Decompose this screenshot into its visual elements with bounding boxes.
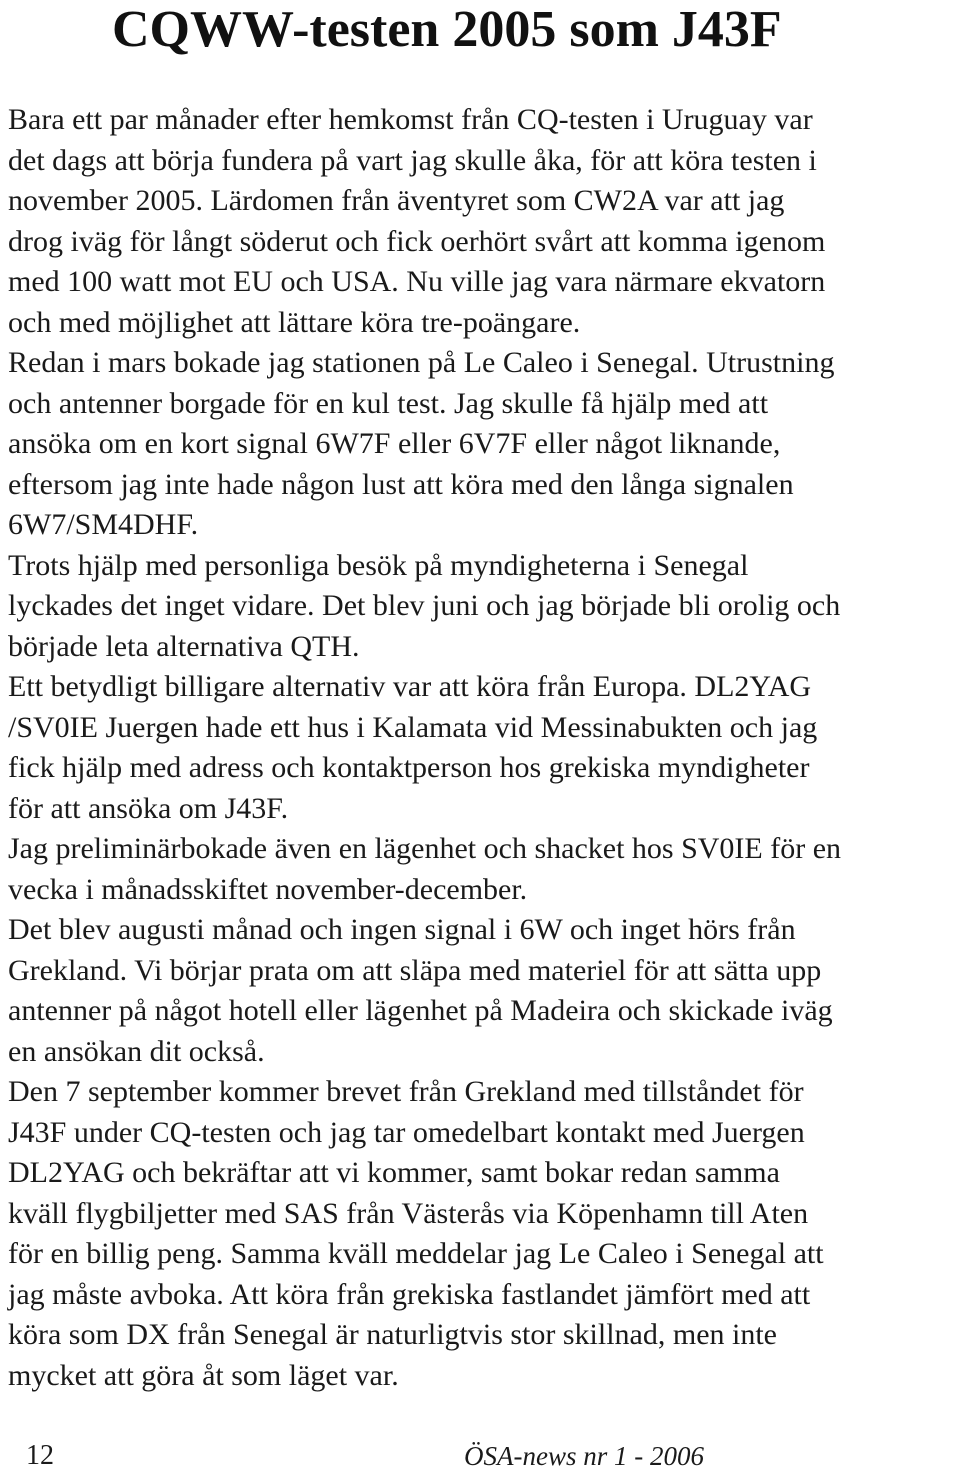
article-body [8,100,960,1396]
body-line: drog iväg för långt söderut och fick oerhört svårt att komma igenom [8,224,826,258]
body-line: november 2005. Lärdomen från äventyret som CW2A var att jag [8,184,785,217]
body-line: för en billig peng. Samma kväll meddelar jag Le Caleo i Senegal att [8,1237,824,1270]
body-line: 6W7/SM4DHF. [8,508,199,541]
body-line: lyckades det inget vidare. Det blev juni och jag började bli orolig och [8,589,841,622]
article-title: CQWW-testen 2005 som J43F [112,1,782,58]
publication-footer: ÖSA-news nr 1 - 2006 [464,1441,704,1471]
page-number: 12 [26,1440,54,1471]
body-line: Trots hjälp med personliga besök på myndigheterna i Senegal [8,548,749,582]
body-line: Redan i mars bokade jag stationen på Le Caleo i Senegal. Utrustning [8,346,835,379]
body-line: Jag preliminärbokade även en lägenhet och shacket hos SV0IE för en [8,832,842,865]
body-line: DL2YAG och bekräftar att vi kommer, samt bokar redan samma [8,1156,780,1189]
body-line: med 100 watt mot EU och USA. Nu ville jag vara närmare ekvatorn [8,265,826,298]
body-line: började leta alternativa QTH. [8,629,360,663]
body-line: eftersom jag inte hade någon lust att köra med den långa signalen [8,467,794,501]
body-line: ansöka om en kort signal 6W7F eller 6V7F eller något liknande, [8,427,781,460]
body-line: det dags att börja fundera på vart jag skulle åka, för att köra testen i [8,143,817,177]
body-line: köra som DX från Senegal är naturligtvis stor skillnad, men inte [8,1318,777,1351]
body-line: antenner på något hotell eller lägenhet på Madeira och skickade iväg [8,994,833,1027]
body-line: Bara ett par månader efter hemkomst från CQ-testen i Uruguay var [8,103,813,136]
body-line: fick hjälp med adress och kontaktperson hos grekiska myndigheter [8,751,810,784]
body-line: vecka i månadsskiftet november-december. [8,872,528,906]
body-line: för att ansöka om J43F. [8,791,289,825]
body-line: Grekland. Vi börjar prata om att släpa med materiel för att sätta upp [8,953,822,987]
body-line: och antenner borgade för en kul test. Jag skulle få hjälp med att [8,386,769,420]
body-line: Det blev augusti månad och ingen signal i 6W och inget hörs från [8,913,796,946]
body-line: jag måste avboka. Att köra från grekiska fastlandet jämfört med att [8,1277,811,1311]
body-line: en ansökan dit också. [8,1034,265,1068]
body-line: Ett betydligt billigare alternativ var att köra från Europa. DL2YAG [8,670,812,703]
body-line: Den 7 september kommer brevet från Grekland med tillståndet för [8,1075,804,1108]
body-line: /SV0IE Juergen hade ett hus i Kalamata vid Messinabukten och jag [8,710,818,744]
body-line: J43F under CQ-testen och jag tar omedelbart kontakt med Juergen [8,1115,805,1149]
body-line: kväll flygbiljetter med SAS från Västerås via Köpenhamn till Aten [8,1196,809,1230]
body-line: mycket att göra åt som läget var. [8,1358,399,1392]
body-line: och med möjlighet att lättare köra tre-poängare. [8,305,581,339]
